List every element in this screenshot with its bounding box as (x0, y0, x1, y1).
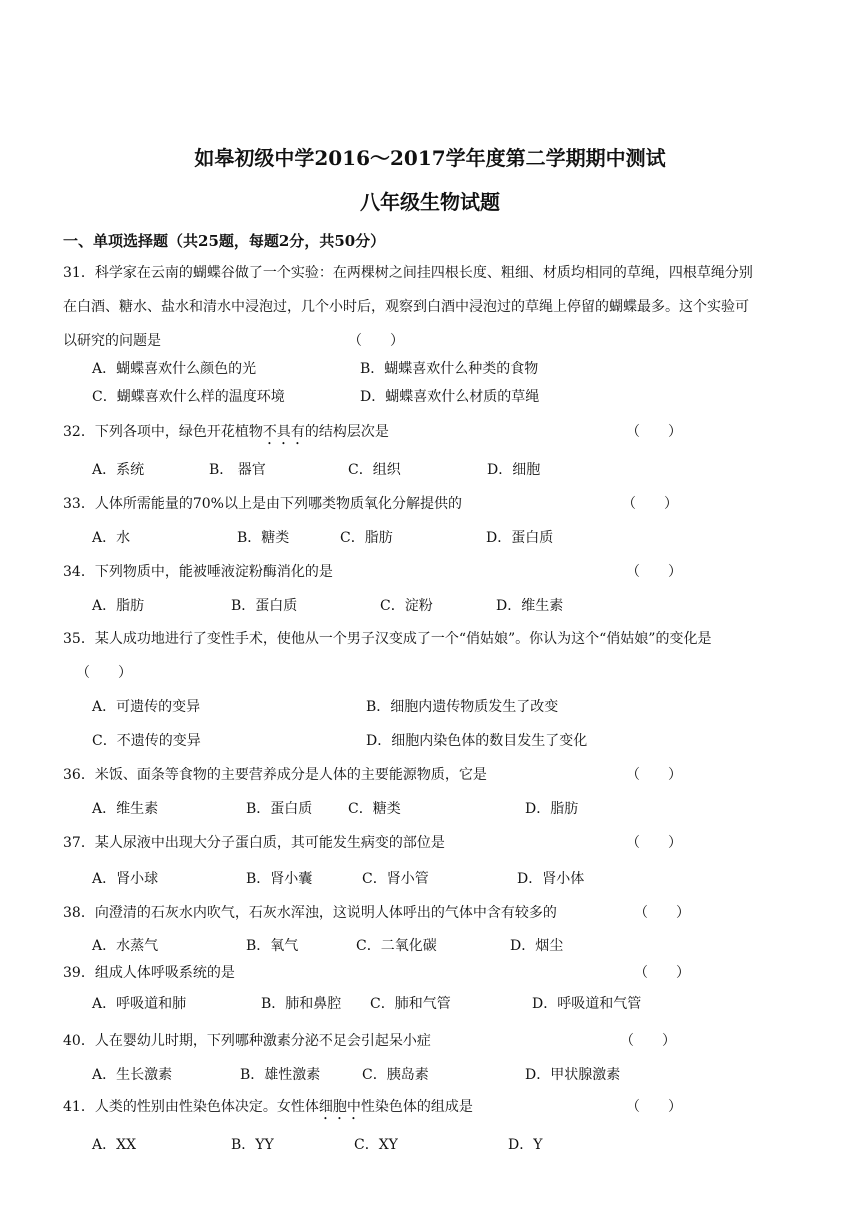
answer-paren-36: （ ） (626, 767, 682, 783)
question-32: 32．下列各项中，绿色开花植物不具有的结构层次是 (63, 424, 389, 440)
answer-paren-38: （ ） (634, 905, 690, 921)
question-31: 31．科学家在云南的蝴蝶谷做了一个实验：在两棵树之间挂四根长度、粗细、材质均相同的草绳，四根草绳分别 (63, 265, 753, 281)
question-35: 35．某人成功地进行了变性手术，使他从一个男子汉变成了一个“俏姑娘”。你认为这个“俏姑娘”的变化是 (63, 631, 712, 647)
emphasis-text: 不具有 (262, 424, 305, 440)
option-33-b: B．糖类 (237, 530, 290, 546)
option-38-c: C．二氧化碳 (356, 938, 437, 954)
option-37-a: A．肾小球 (92, 871, 159, 887)
emphasis-text: 细胞中 (318, 1099, 361, 1115)
answer-paren-34: （ ） (626, 564, 682, 580)
option-41-a: A．XX (92, 1137, 137, 1153)
question-39: 39．组成人体呼吸系统的是 (63, 965, 235, 981)
option-40-a: A．生长激素 (92, 1067, 173, 1083)
option-36-a: A．维生素 (92, 801, 159, 817)
answer-paren-33: （ ） (622, 496, 678, 512)
question-31-line2: 在白酒、糖水、盐水和清水中浸泡过，几个小时后，观察到白酒中浸泡过的草绳上停留的蝴蝶最多。这个实验可 (63, 299, 749, 315)
option-32-d: D．细胞 (487, 462, 541, 478)
answer-paren-35: （ ） (76, 665, 132, 681)
answer-paren-37: （ ） (626, 835, 682, 851)
option-38-b: B．氧气 (246, 938, 299, 954)
question-40: 40．人在婴幼儿时期，下列哪种激素分泌不足会引起呆小症 (63, 1033, 431, 1049)
answer-paren-32: （ ） (626, 424, 682, 440)
option-33-d: D．蛋白质 (486, 530, 554, 546)
option-40-c: C．胰岛素 (362, 1067, 429, 1083)
answer-paren-39: （ ） (634, 965, 690, 981)
option-34-c: C．淀粉 (380, 598, 433, 614)
question-41: 41．人类的性别由性染色体决定。女性体细胞中性染色体的组成是 (63, 1099, 473, 1115)
option-32-a: A．系统 (92, 462, 145, 478)
option-36-c: C．糖类 (348, 801, 401, 817)
option-34-b: B．蛋白质 (231, 598, 298, 614)
exam-subtitle: 八年级生物试题 (360, 190, 500, 214)
question-33: 33．人体所需能量的70%以上是由下列哪类物质氧化分解提供的 (63, 496, 462, 512)
question-37: 37．某人尿液中出现大分子蛋白质，其可能发生病变的部位是 (63, 835, 445, 851)
option-35-b: B．细胞内遗传物质发生了改变 (366, 699, 559, 715)
option-37-b: B．肾小囊 (246, 871, 313, 887)
option-40-b: B．雄性激素 (240, 1067, 321, 1083)
option-33-a: A．水 (92, 530, 131, 546)
answer-paren-40: （ ） (620, 1033, 676, 1049)
option-31-a: A．蝴蝶喜欢什么颜色的光 (92, 361, 257, 377)
option-39-d: D．呼吸道和气管 (532, 996, 642, 1012)
option-41-b: B．YY (231, 1137, 274, 1153)
option-36-b: B．蛋白质 (246, 801, 313, 817)
answer-paren-31: （ ） (348, 333, 404, 349)
option-41-c: C．XY (354, 1137, 398, 1153)
option-31-c: C．蝴蝶喜欢什么样的温度环境 (92, 389, 285, 405)
option-36-d: D．脂肪 (525, 801, 579, 817)
option-35-d: D．细胞内染色体的数目发生了变化 (366, 733, 588, 749)
exam-title: 如皋初级中学2016～2017学年度第二学期期中测试 (194, 146, 666, 170)
option-33-c: C．脂肪 (340, 530, 393, 546)
option-38-d: D．烟尘 (510, 938, 564, 954)
option-37-d: D．肾小体 (517, 871, 585, 887)
option-35-c: C．不遗传的变异 (92, 733, 201, 749)
option-31-b: B．蝴蝶喜欢什么种类的食物 (360, 361, 539, 377)
option-34-d: D．维生素 (496, 598, 564, 614)
section-heading: 一、单项选择题（共25题，每题2分，共50分） (63, 232, 386, 250)
option-39-a: A．呼吸道和肺 (92, 996, 187, 1012)
answer-paren-41: （ ） (626, 1099, 682, 1115)
question-31-line3: 以研究的问题是 (63, 333, 161, 349)
option-39-c: C．肺和气管 (370, 996, 451, 1012)
option-40-d: D．甲状腺激素 (525, 1067, 621, 1083)
question-36: 36．米饭、面条等食物的主要营养成分是人体的主要能源物质，它是 (63, 767, 487, 783)
option-31-d: D．蝴蝶喜欢什么材质的草绳 (360, 389, 540, 405)
option-35-a: A．可遗传的变异 (92, 699, 201, 715)
question-38: 38．向澄清的石灰水内吹气，石灰水浑浊，这说明人体呼出的气体中含有较多的 (63, 905, 557, 921)
option-38-a: A．水蒸气 (92, 938, 159, 954)
question-34: 34．下列物质中，能被唾液淀粉酶消化的是 (63, 564, 333, 580)
option-41-d: D．Y (508, 1137, 543, 1153)
option-32-c: C．组织 (348, 462, 401, 478)
option-34-a: A．脂肪 (92, 598, 145, 614)
option-37-c: C．肾小管 (362, 871, 429, 887)
option-32-b: B． 器官 (209, 462, 266, 478)
option-39-b: B．肺和鼻腔 (261, 996, 342, 1012)
